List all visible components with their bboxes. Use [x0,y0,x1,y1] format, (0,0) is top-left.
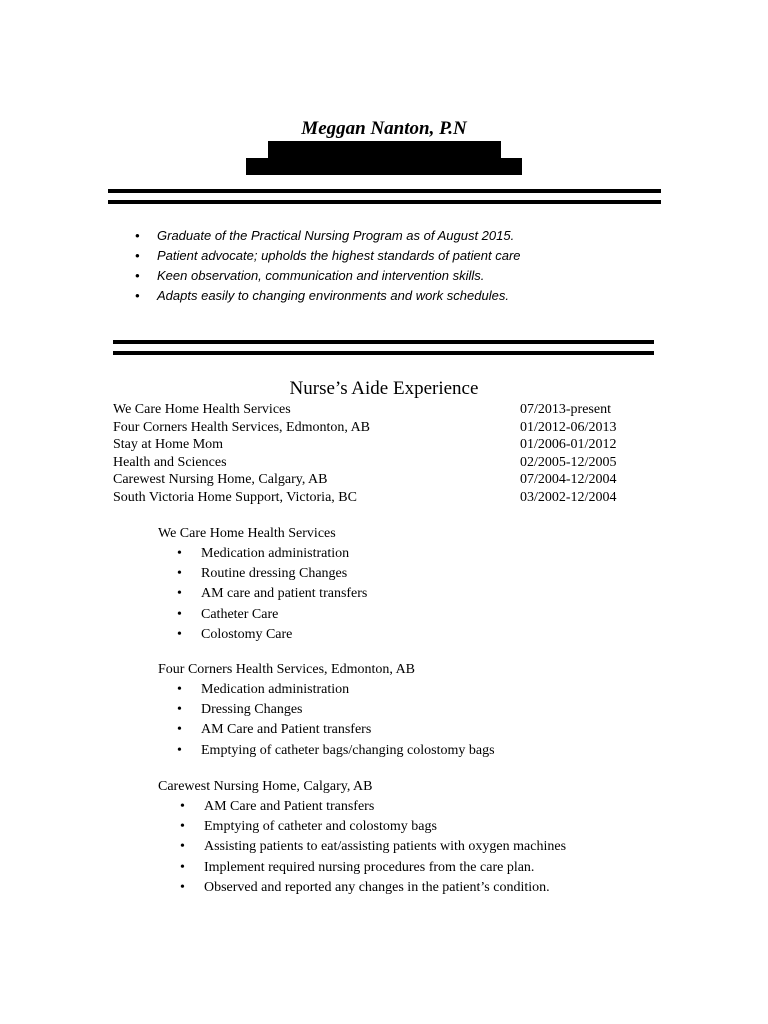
duty-item: • Colostomy Care [177,625,367,645]
job-employer: Four Corners Health Services, Edmonton, AB [113,419,371,435]
header-divider-top [108,189,661,193]
redacted-contact-line-2 [246,158,522,175]
bullet-icon: • [135,268,140,283]
duty-list [177,544,367,645]
bullet-icon: • [177,606,182,622]
job-dates: 03/2002-12/2004 [520,490,617,505]
duty-item: • Observed and reported any changes in the patient’s condition. [180,878,566,898]
bullet-icon: • [180,859,185,875]
duty-item: • Emptying of catheter bags/changing colostomy bags [177,741,495,761]
bullet-icon: • [180,799,185,814]
job-dates: 01/2006-01/2012 [520,437,617,453]
duty-item: • AM care and patient transfers [177,584,367,604]
job-dates: 07/2013-present [520,402,611,417]
bullet-icon: • [177,682,182,697]
job-dates: 01/2012-06/2013 [520,419,617,435]
job-row [113,471,623,489]
detail-heading: Carewest Nursing Home, Calgary, AB [158,779,373,794]
summary-item: • Keen observation, communication and intervention skills. [135,266,521,286]
candidate-name: Meggan Nanton, P.N [301,118,467,139]
duty-item: • Medication administration [177,680,495,700]
bullet-icon: • [177,566,182,582]
job-employer: We Care Home Health Services [113,402,291,417]
redacted-contact-line-1 [268,141,501,158]
bullet-icon: • [177,546,182,561]
duty-item: • AM Care and Patient transfers [177,720,495,740]
bullet-icon: • [180,839,185,855]
job-employer: South Victoria Home Support, Victoria, BC [113,490,357,505]
duty-item: • Emptying of catheter and colostomy bags [180,817,566,837]
duty-list [177,680,495,761]
job-row [113,489,623,507]
duty-item: • Catheter Care [177,605,367,625]
job-dates: 02/2005-12/2005 [520,454,617,470]
duty-list [180,797,566,898]
bullet-icon: • [135,248,140,263]
summary-item: • Adapts easily to changing environments and work schedules. [135,286,521,306]
bullet-icon: • [177,702,182,718]
job-dates: 07/2004-12/2004 [520,472,617,488]
job-employer: Stay at Home Mom [113,437,224,453]
bullet-icon: • [177,722,182,738]
section-title: Nurse’s Aide Experience [289,378,479,399]
duty-item: • Medication administration [177,544,367,564]
job-employer: Health and Sciences [113,454,227,470]
bullet-icon: • [177,626,182,642]
bullet-icon: • [135,228,140,243]
summary-item: • Patient advocate; upholds the highest standards of patient care [135,246,521,266]
detail-heading: We Care Home Health Services [158,526,336,541]
bullet-icon: • [180,819,185,835]
section-divider-bottom [113,351,654,355]
duty-item: • Assisting patients to eat/assisting patients with oxygen machines [180,837,566,857]
job-row [113,419,623,437]
duty-item: • AM Care and Patient transfers [180,797,566,817]
bullet-icon: • [177,586,182,602]
section-divider-top [113,340,654,344]
job-employer: Carewest Nursing Home, Calgary, AB [113,472,328,488]
job-row [113,401,623,419]
bullet-icon: • [135,288,140,303]
duty-item: • Dressing Changes [177,700,495,720]
bullet-icon: • [180,879,185,895]
header-divider-bottom [108,200,661,204]
job-row [113,454,623,472]
duty-item: • Implement required nursing procedures from the care plan. [180,858,566,878]
bullet-icon: • [177,742,182,758]
duty-item: • Routine dressing Changes [177,564,367,584]
job-row [113,436,623,454]
summary-item: • Graduate of the Practical Nursing Program as of August 2015. [135,226,521,246]
summary-list [135,226,521,306]
detail-heading: Four Corners Health Services, Edmonton, AB [158,662,416,677]
